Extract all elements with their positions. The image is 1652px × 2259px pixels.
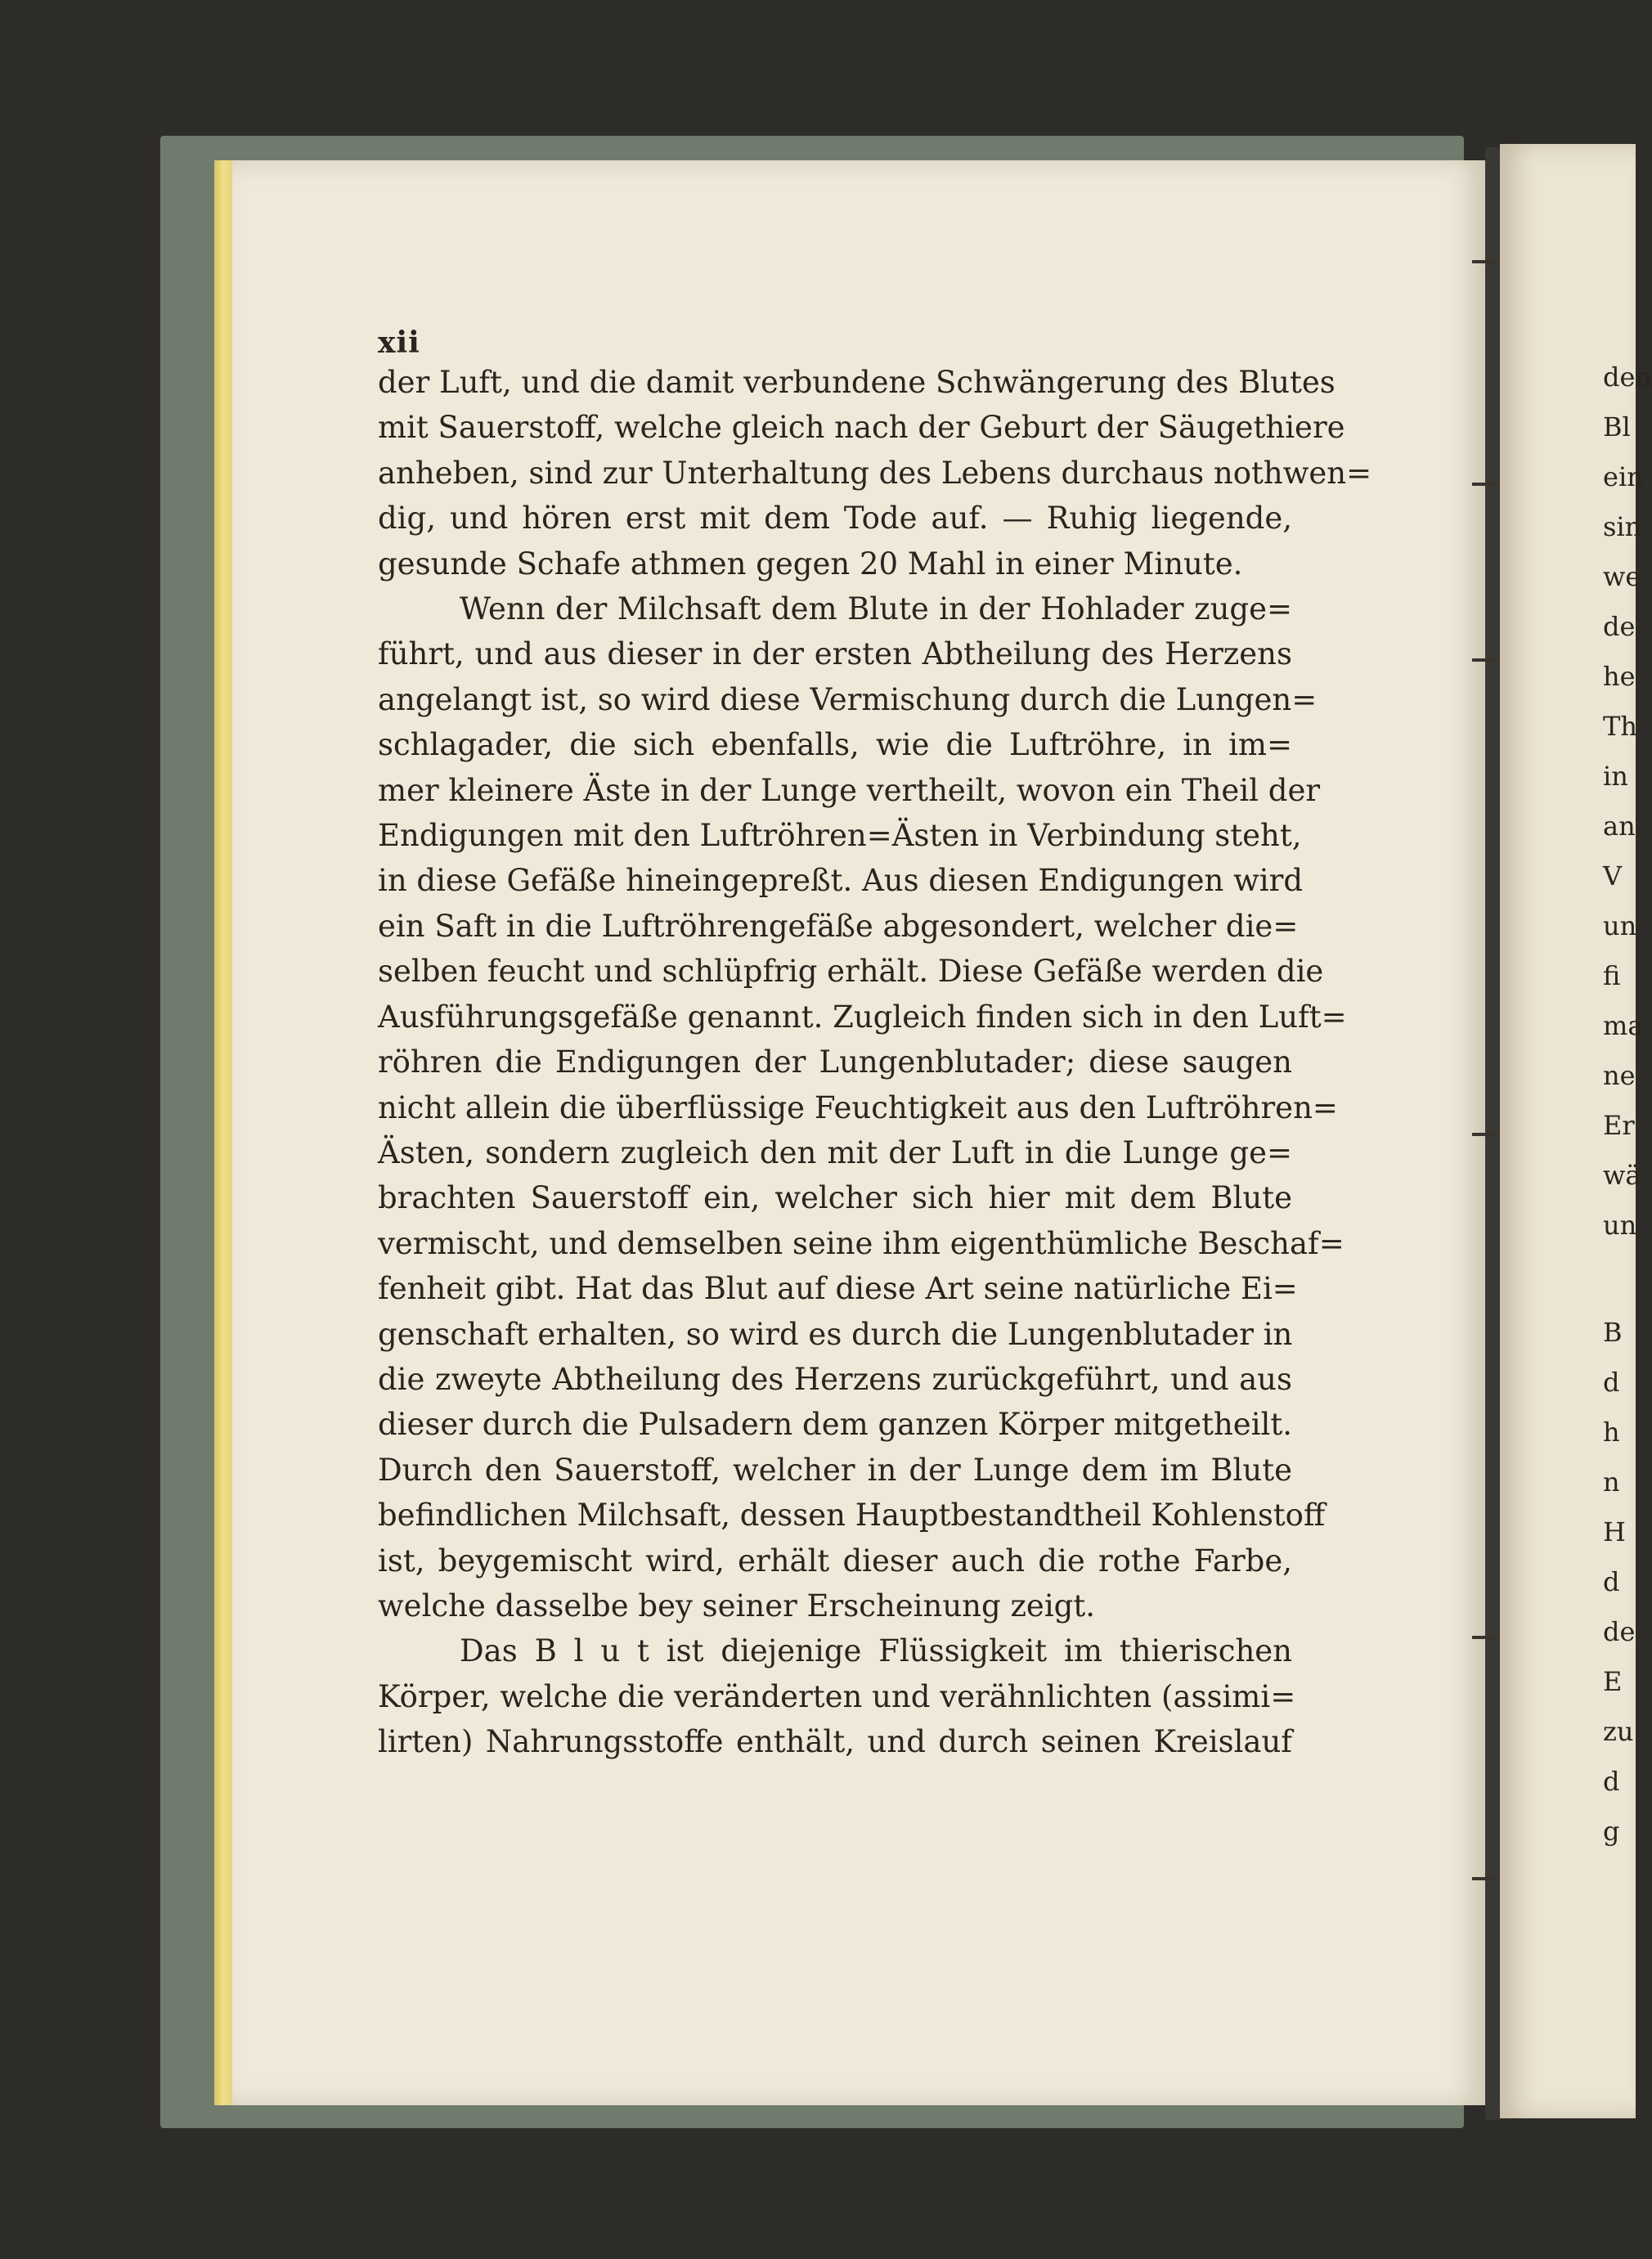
right-page-fragment: an <box>1603 811 1636 842</box>
text-line: dieser durch die Pulsadern dem ganzen Körper mitgetheilt. <box>378 1407 1292 1443</box>
text-line: röhren die Endigungen der Lungenblutader; diese saugen <box>378 1044 1292 1080</box>
right-page-fragment: ma <box>1603 1010 1644 1041</box>
text-line: vermischt, und demselben seine ihm eigenthümliche Beschaf= <box>378 1225 1344 1261</box>
text-line: Durch den Sauerstoff, welcher in der Lunge dem im Blute <box>378 1452 1292 1488</box>
text-line: in diese Gefäße hineingepreßt. Aus diesen Endigungen wird <box>378 863 1304 899</box>
text-line: gesunde Schafe athmen gegen 20 Mahl in einer Minute. <box>378 546 1243 582</box>
text-line: brachten Sauerstoff ein, welcher sich hier mit dem Blute <box>378 1180 1292 1216</box>
text-line: führt, und aus dieser in der ersten Abtheilung des Herzens <box>378 636 1292 672</box>
right-page-fragment: den <box>1603 362 1652 393</box>
right-page-fragment: V <box>1603 860 1623 891</box>
text-line: der Luft, und die damit verbundene Schwängerung des Blutes <box>378 365 1336 400</box>
text-line: mer kleinere Äste in der Lunge vertheilt, wovon ein Theil der <box>378 772 1321 808</box>
text-line: dig, und hören erst mit dem Tode auf. — Ruhig liegende, <box>378 501 1292 537</box>
right-page-fragment: h <box>1603 1417 1620 1448</box>
text-line: die zweyte Abtheilung des Herzens zurückgeführt, und aus <box>378 1361 1292 1397</box>
right-page-fragment: un <box>1603 910 1637 941</box>
right-page-fragment: d <box>1603 1367 1620 1398</box>
right-page-fragment: ein <box>1603 461 1644 492</box>
stitch-mark <box>1472 1636 1497 1639</box>
right-page-fragment: d <box>1603 1766 1620 1797</box>
text-line: Das B l u t ist diejenige Flüssigkeit im thierischen <box>460 1633 1292 1669</box>
stitch-mark <box>1472 483 1497 486</box>
text-line: lirten) Nahrungsstoffe enthält, und durch seinen Kreislauf <box>378 1724 1292 1760</box>
right-page-fragment: sin <box>1603 511 1642 542</box>
text-line: Körper, welche die veränderten und verähnlichten (assimi= <box>378 1678 1296 1714</box>
text-line: genschaft erhalten, so wird es durch die Lungenblutader in <box>378 1316 1293 1352</box>
stitch-mark <box>1472 1877 1497 1880</box>
stitch-mark <box>1472 658 1497 662</box>
text-line: Endigungen mit den Luftröhren=Ästen in Verbindung steht, <box>378 818 1302 854</box>
right-page-fragment: zu <box>1603 1716 1634 1747</box>
text-line: befindlichen Milchsaft, dessen Hauptbestandtheil Kohlenstoff <box>378 1498 1326 1534</box>
text-line: welche dasselbe bey seiner Erscheinung zeigt. <box>378 1588 1095 1624</box>
text-line: Wenn der Milchsaft dem Blute in der Hohlader zuge= <box>460 591 1292 627</box>
text-line: mit Sauerstoff, welche gleich nach der Geburt der Säugethiere <box>378 410 1345 446</box>
text-line: Ausführungsgefäße genannt. Zugleich finden sich in den Luft= <box>378 999 1347 1035</box>
right-page-fragment: he <box>1603 661 1636 692</box>
text-line: Ästen, sondern zugleich den mit der Luft in die Lunge ge= <box>378 1134 1292 1170</box>
right-page-fragment: g <box>1603 1816 1620 1847</box>
right-page-fragment: de <box>1603 611 1636 642</box>
right-page-fragment: we <box>1603 561 1641 592</box>
text-line: anheben, sind zur Unterhaltung des Lebens durchaus nothwen= <box>378 455 1372 491</box>
page-edge <box>214 160 232 2105</box>
body-text <box>378 360 1372 1765</box>
text-line: fenheit gibt. Hat das Blut auf diese Art seine natürliche Ei= <box>378 1271 1298 1307</box>
right-page-fragment: d <box>1603 1566 1620 1597</box>
right-page-fragment: B <box>1603 1317 1623 1348</box>
right-page-fragment: de <box>1603 1616 1636 1647</box>
text-line: nicht allein die überflüssige Feuchtigkeit aus den Luftröhren= <box>378 1089 1338 1125</box>
stitch-mark <box>1472 260 1497 263</box>
right-page-fragment: ne <box>1603 1060 1636 1091</box>
stitch-mark <box>1472 1133 1497 1136</box>
right-page-fragment: n <box>1603 1466 1620 1498</box>
right-page-fragment: wä <box>1603 1160 1641 1191</box>
right-page-fragment: Th <box>1603 711 1637 742</box>
right-page-fragment: fi <box>1603 960 1621 991</box>
right-page-fragment: Bl <box>1603 411 1631 442</box>
right-page-fragment: Er <box>1603 1110 1635 1141</box>
text-line: selben feucht und schlüpfrig erhält. Diese Gefäße werden die <box>378 954 1324 990</box>
text-line: angelangt ist, so wird diese Vermischung durch die Lungen= <box>378 681 1318 717</box>
right-page-fragment: in <box>1603 761 1628 792</box>
right-page-fragment: E <box>1603 1666 1623 1697</box>
right-page-fragment: un <box>1603 1210 1637 1241</box>
text-line: ein Saft in die Luftröhrengefäße abgesondert, welcher die= <box>378 908 1299 944</box>
right-page-fragment: H <box>1603 1516 1626 1547</box>
page-number: xii <box>378 326 420 360</box>
text-line: schlagader, die sich ebenfalls, wie die Luftröhre, in im= <box>378 727 1292 763</box>
text-line: ist, beygemischt wird, erhält dieser auch die rothe Farbe, <box>378 1543 1292 1579</box>
